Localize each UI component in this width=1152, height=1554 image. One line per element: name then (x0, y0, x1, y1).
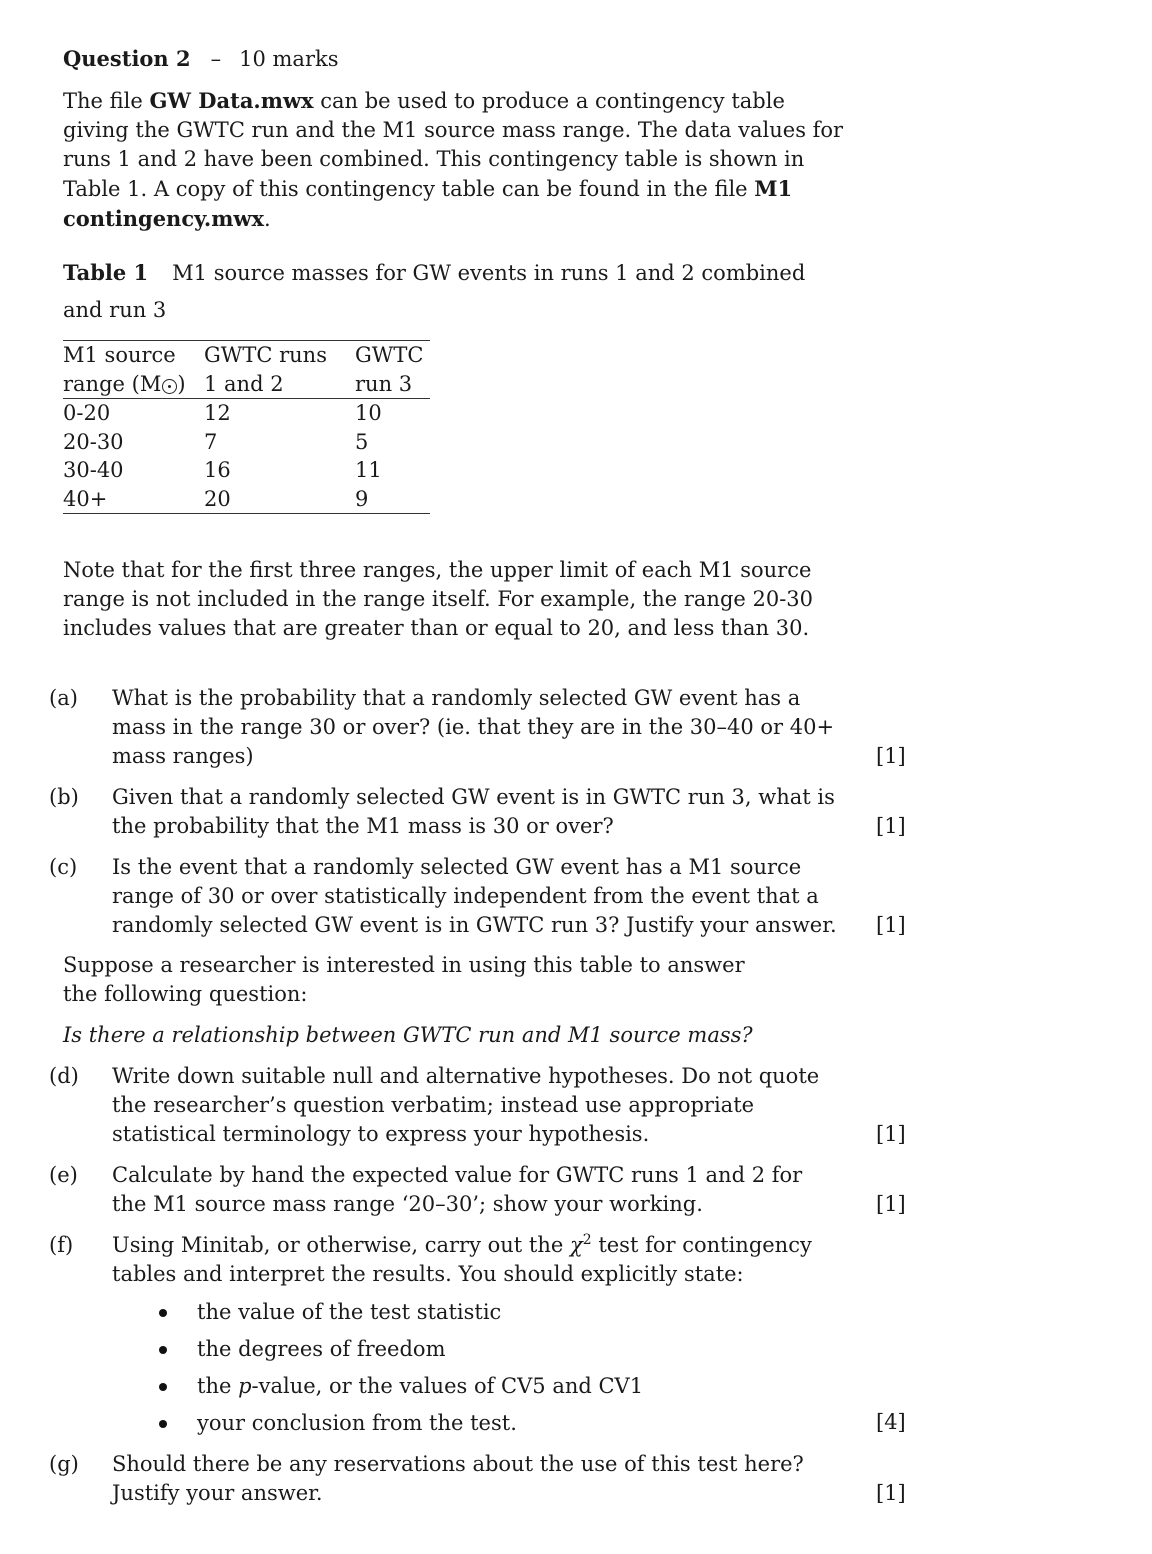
table-cell: 7 (204, 429, 218, 454)
part-label: (a) (49, 686, 78, 710)
part-mark: [1] (876, 1481, 906, 1505)
part-mark: [1] (876, 814, 906, 838)
table-cell: 0-20 (63, 401, 111, 425)
table-caption (63, 254, 843, 329)
chi-superscript: 2 (582, 1232, 592, 1248)
bullet-dot-icon (159, 1346, 167, 1354)
chi-symbol: χ (569, 1233, 583, 1257)
part-mark: [1] (876, 1192, 906, 1216)
question-title: Question 2 (63, 46, 191, 71)
bullet-dot-icon (159, 1309, 167, 1317)
table-caption-label: Table 1 (63, 260, 149, 285)
bullet-text-start: the (197, 1374, 239, 1398)
solar-mass-symbol-icon (162, 379, 177, 394)
question-heading (63, 44, 339, 74)
header-cell (63, 370, 204, 399)
table-cell: 40+ (63, 485, 204, 514)
heading-dash: – (210, 47, 222, 71)
header-cell: 1 and 2 (204, 370, 355, 399)
intro-text-1: The file (63, 89, 150, 113)
table-cell: 9 (355, 485, 430, 514)
table-caption-text: M1 source masses for GW events in runs 1 and 2 combined and run 3 (63, 261, 806, 322)
table-cell: 20 (204, 485, 355, 514)
table-cell: 16 (204, 458, 231, 482)
part-text: What is the probability that a randomly selected GW event has a mass in the range 30 or over? (ie. that they are in the 30–40 or 40+ mass ranges) (112, 686, 835, 768)
part-text: Is the event that a randomly selected GW event has a M1 source range of 30 or over statistically independent from the event that a randomly selected GW event is in GWTC run 3? Justify your answer. (112, 855, 837, 937)
part-f-text-2: test for contingency tables and interpret the results. You should explicitly state: (112, 1233, 812, 1286)
part-f-text-1: Using Minitab, or otherwise, carry out the (112, 1233, 570, 1257)
part-text: Given that a randomly selected GW event is in GWTC run 3, what is the probability that the M1 mass is 30 or over? (112, 785, 835, 838)
bullet-dot-icon (159, 1420, 167, 1428)
part-mark: [1] (876, 1122, 906, 1146)
table-cell: 12 (204, 401, 231, 425)
p-symbol: p (238, 1374, 252, 1398)
contingency-table (63, 340, 430, 514)
table-cell: 11 (355, 458, 382, 482)
table-row (63, 485, 430, 514)
bullet-dot-icon (159, 1383, 167, 1391)
part-text: Write down suitable null and alternative hypotheses. Do not quote the researcher’s question verbatim; instead use appropriate statistical terminology to express your hypothesis. (112, 1064, 820, 1146)
part-mark: [1] (876, 744, 906, 768)
part-text: Calculate by hand the expected value for GWTC runs 1 and 2 for the M1 source mass range ‘20–30’; show your working. (112, 1163, 803, 1216)
part-text: Should there be any reservations about the use of this test here? Justify your answer. (112, 1452, 804, 1505)
header-cell: GWTC runs (204, 341, 355, 370)
table-cell: 20-30 (63, 429, 124, 454)
table-cell: 10 (355, 401, 382, 425)
part-label: (f) (49, 1233, 74, 1257)
intro-paragraph (63, 86, 853, 234)
bullet-text: the value of the test statistic (197, 1300, 502, 1324)
suppose-paragraph: Suppose a researcher is interested in using this table to answer the following question: (63, 953, 745, 1006)
intro-text-2: can be used to produce a contingency table giving the GWTC run and the M1 source mass range. The data values for runs 1 and 2 have been combined. This contingency table is shown in Table 1. A copy of this contingency table can be found in the file (63, 89, 844, 201)
part-label: (c) (49, 855, 78, 879)
question-marks: 10 marks (239, 47, 339, 71)
note-paragraph: Note that for the first three ranges, the upper limit of each M1 source range is not included in the range itself. For example, the range 20-30 includes values that are greater than or equal to 20, and less than 30. (63, 558, 814, 640)
research-question: Is there a relationship between GWTC run and M1 source mass? (63, 1023, 753, 1047)
part-label: (e) (49, 1163, 78, 1187)
intro-text-3: . (264, 207, 271, 231)
bullet-text: your conclusion from the test. (197, 1411, 517, 1435)
table-header-row (63, 370, 430, 399)
table-header-row (63, 341, 430, 370)
header-range-text: range (M (63, 371, 162, 396)
table-row (63, 456, 430, 485)
file-name-m1-contingency: M1 contingency.mwx (63, 176, 793, 231)
bullet-text (197, 1372, 643, 1401)
bullet-text-rest: -value, or the values of CV5 and CV1 (251, 1374, 644, 1398)
table-cell: 5 (355, 429, 369, 454)
table-row (63, 428, 430, 457)
header-range-close: ) (177, 371, 186, 396)
part-text (112, 1231, 842, 1289)
table-row (63, 399, 430, 428)
header-cell: M1 source (63, 341, 204, 370)
header-cell: GWTC (355, 341, 430, 370)
part-label: (g) (49, 1452, 79, 1476)
part-label: (b) (49, 785, 79, 809)
part-mark: [4] (876, 1410, 906, 1434)
part-mark: [1] (876, 913, 906, 937)
header-cell: run 3 (355, 370, 430, 399)
part-label: (d) (49, 1064, 79, 1088)
table-cell: 30-40 (63, 458, 124, 482)
file-name-gw-data: GW Data.mwx (149, 88, 314, 113)
bullet-text: the degrees of freedom (197, 1337, 446, 1361)
